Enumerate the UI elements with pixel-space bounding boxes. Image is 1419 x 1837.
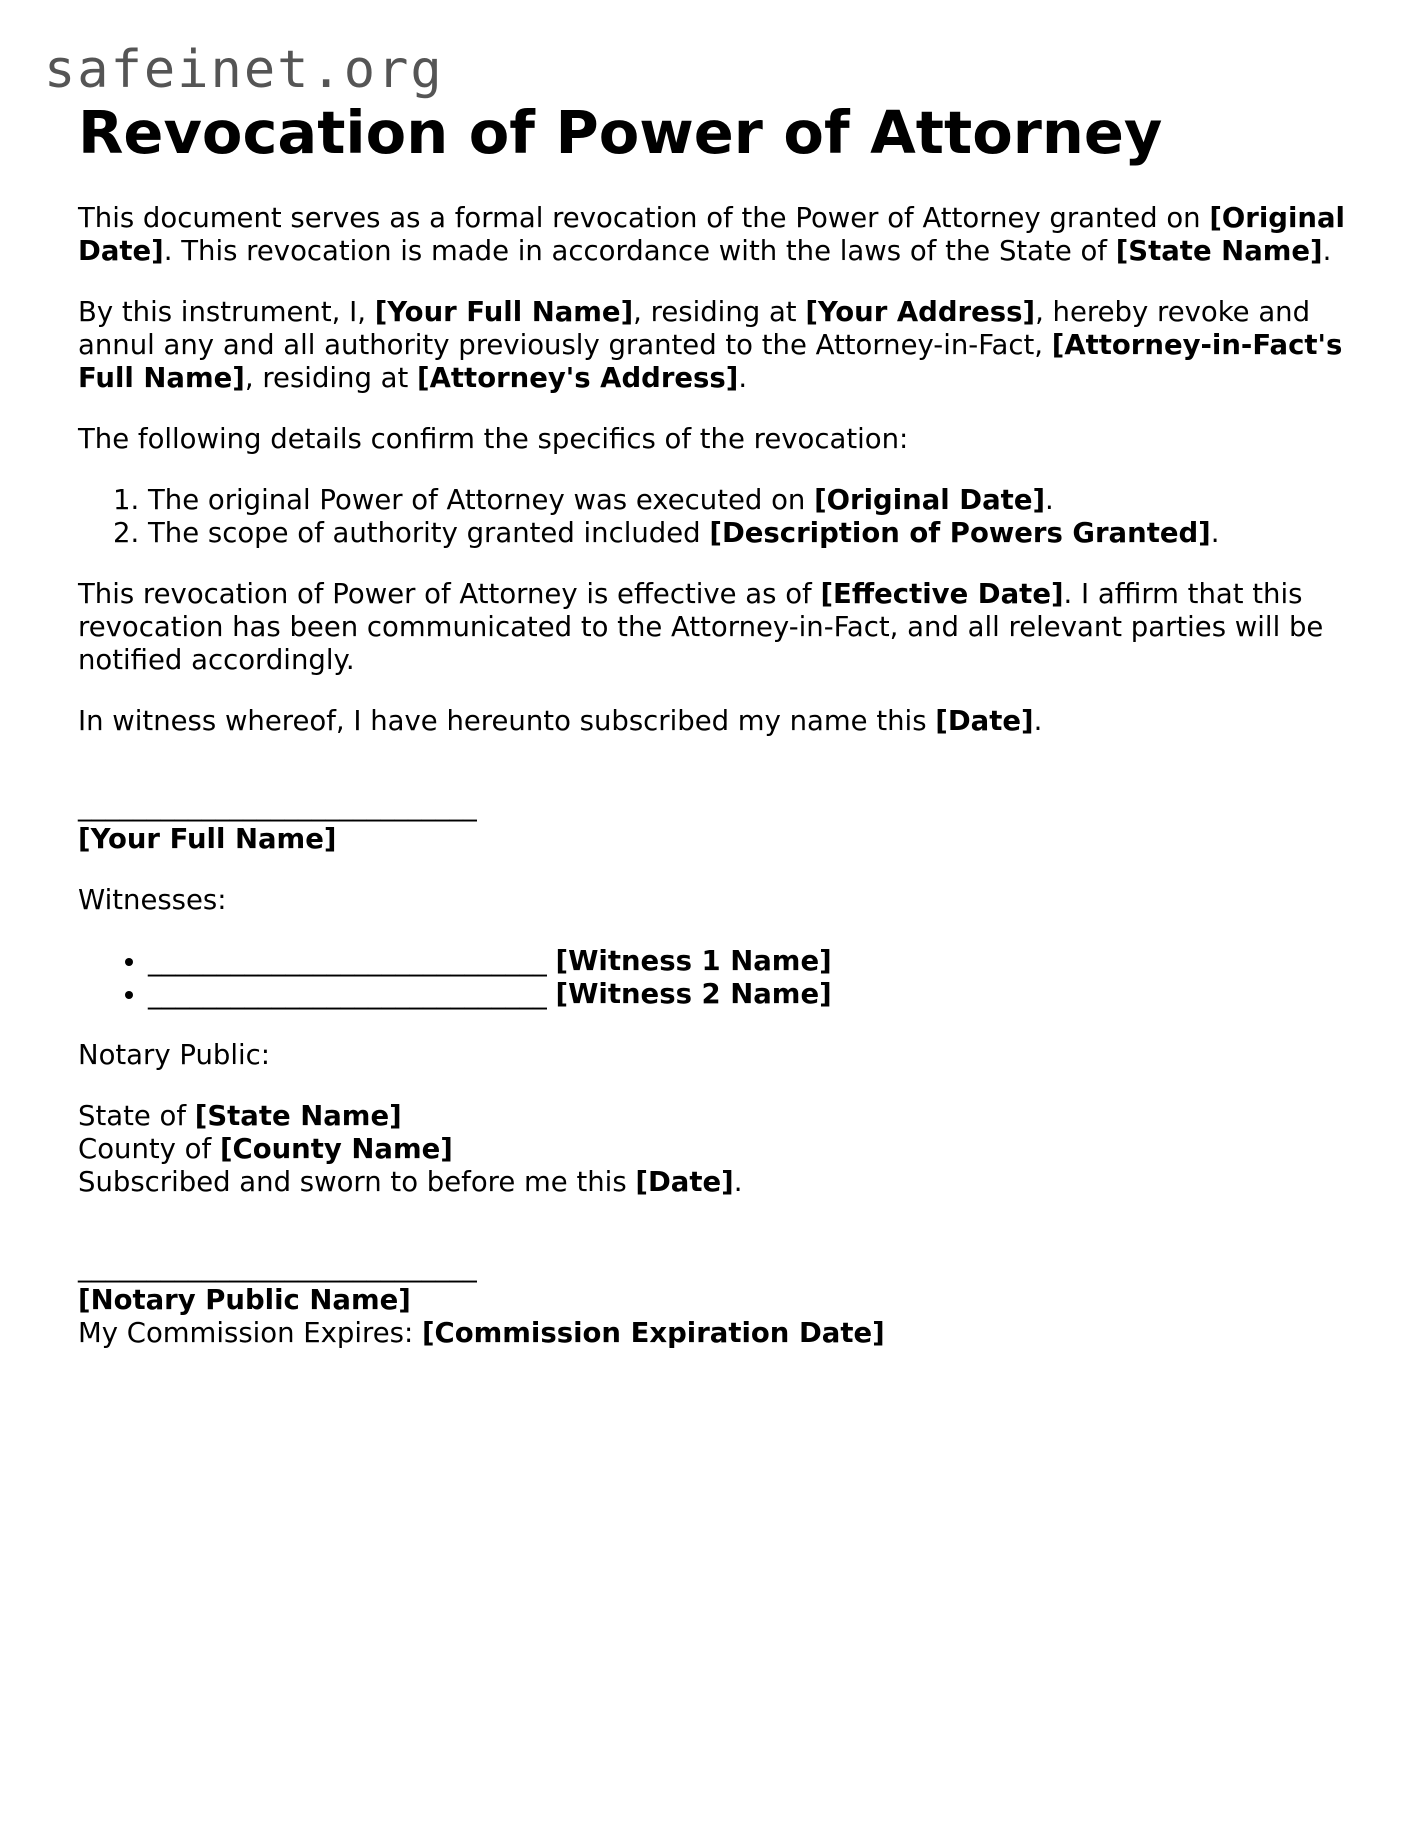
instrument-paragraph: By this instrument, I, [Your Full Name], residing at [Your Address], hereby revoke and annul any and all authority previously granted to the Attorney-in-Fact, [Attorney-in-Fact's Full Name], residing at [Attorney's Address]. (78, 296, 1343, 394)
document-body (78, 98, 1348, 1378)
details-list (78, 484, 1348, 550)
list-item: • _____________________________ [Witness 1 Name] (148, 945, 1348, 978)
list-item: • _____________________________ [Witness 2 Name] (148, 978, 1348, 1011)
page-title: Revocation of Power of Attorney (78, 98, 1163, 167)
watermark: safeinet.org (44, 40, 444, 100)
witnesses-label: Witnesses: (78, 884, 227, 916)
witnesses-list (78, 945, 1348, 1011)
signature-line: _____________________________ (78, 790, 477, 822)
notary-details: State of [State Name] County of [County Name] Subscribed and sworn to before me this [Date]. (78, 1100, 743, 1198)
notary-signature-line: _____________________________ (78, 1251, 477, 1283)
notary-name: [Notary Public Name] (78, 1284, 411, 1316)
notary-signature-block: _____________________________ [Notary Public Name] My Commission Expires: [Commission Expiration Date] (78, 1251, 885, 1349)
signature-name: [Your Full Name] (78, 823, 337, 855)
effective-paragraph: This revocation of Power of Attorney is effective as of [Effective Date]. I affirm that this revocation has been communicated to the Attorney-in-Fact, and all relevant parties will be notified accordingly. (78, 578, 1324, 676)
details-intro: The following details confirm the specifics of the revocation: (78, 423, 909, 455)
list-item: 2. The scope of authority granted included [Description of Powers Granted]. (148, 517, 1348, 550)
notary-label: Notary Public: (78, 1039, 271, 1071)
signature-block (78, 790, 1348, 856)
intro-paragraph: This document serves as a formal revocation of the Power of Attorney granted on [Original Date]. This revocation is made in accordance with the laws of the State of [State Name]. (78, 202, 1345, 267)
witness-clause: In witness whereof, I have hereunto subscribed my name this [Date]. (78, 705, 1043, 737)
list-item: 1. The original Power of Attorney was executed on [Original Date]. (148, 484, 1348, 517)
